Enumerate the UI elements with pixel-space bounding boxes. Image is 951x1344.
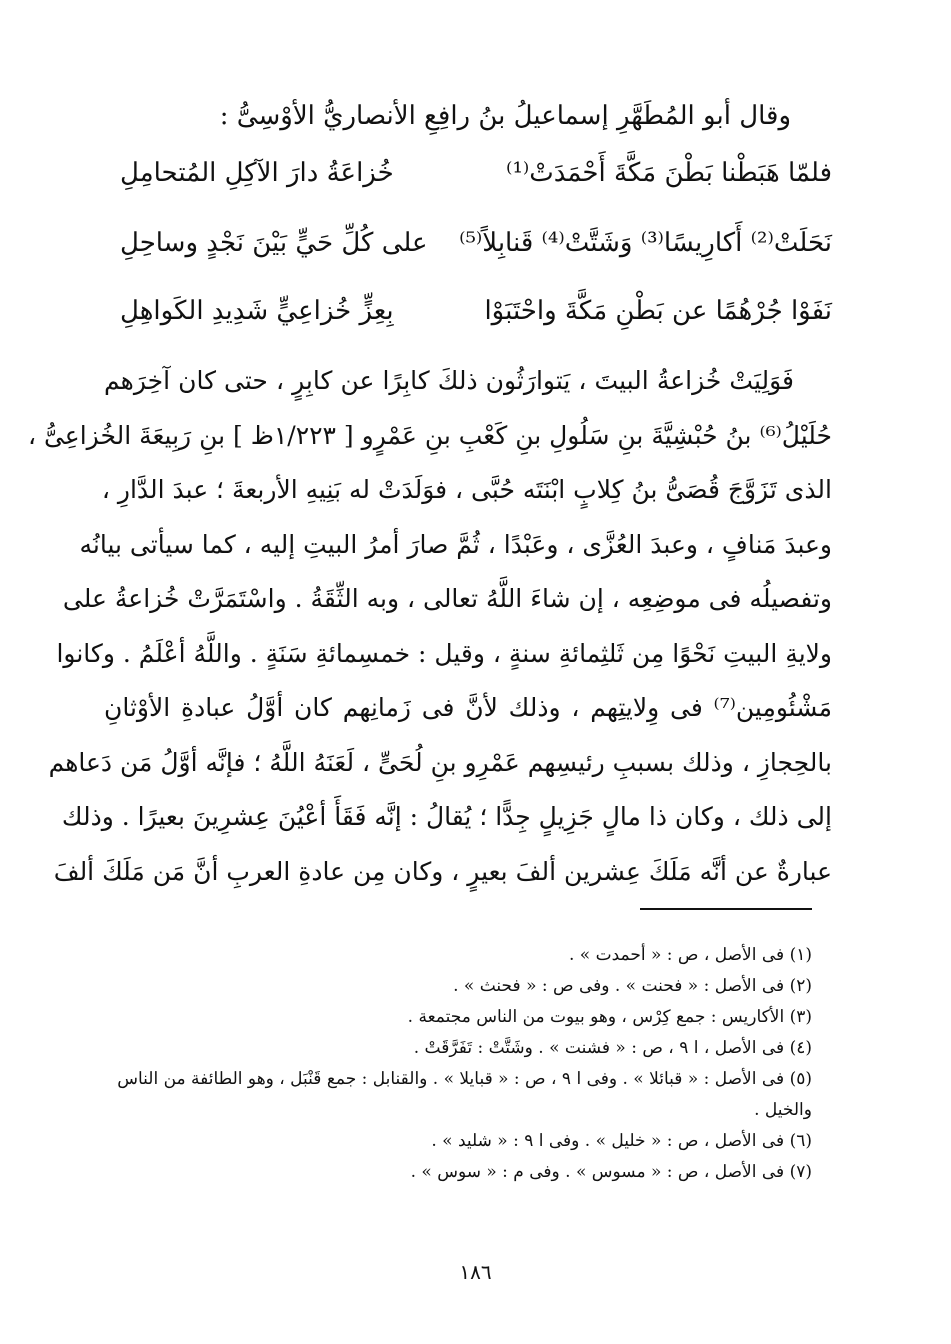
verse-2-second-hemistich: على كُلِّ حَيٍّ بَيْنَ نَجْدٍ وساحِلِ: [120, 228, 428, 258]
footnote-separator: [640, 908, 812, 910]
prose-line: إلى ذلك ، وكان ذا مالٍ جَزِيلٍ جِدًّا ؛ يُقالُ : إنَّه فَقَأَ أعْيُنَ عِشرِينَ بعيرًا . وذلك: [61, 802, 832, 831]
intro-line: وقال أبو المُطَهَّرِ إسماعيلُ بنُ رافِعِ الأنصاريُّ الأوْسِىُّ :: [219, 101, 791, 131]
prose-line: ولايةِ البيتِ نَحْوًا مِن ثَلثِمائةِ سنةٍ ، وقيل : خمسِمائةِ سَنَةٍ . واللَّهُ أعْلَمُ . وكانوا: [56, 638, 832, 668]
footnote: (٤) فى الأصل ، ا ٩ ، ص : « فشنت » . وشَتَّتْ : تَفَرَّقَتْ .: [413, 1038, 812, 1058]
footnote: (٧) فى الأصل ، ص : « مسوس » . وفى م : « سوس » .: [410, 1162, 812, 1182]
prose-paragraph: [27, 354, 832, 899]
prose-line: وتفصيلُه فى موضِعِه ، إن شاءَ اللَّهُ تعالى ، وبه الثِّقَةُ . واسْتَمَرَّتْ خُزاعةُ على: [62, 584, 832, 613]
verse-1-first-hemistich: فلمّا هَبَطْنا بَطْنَ مَكَّةَ أَحْمَدَتْ⁽¹⁾: [506, 158, 832, 188]
footnote-continuation: والخيل .: [754, 1100, 812, 1120]
footnote: (٢) فى الأصل : « فحنت » . وفى ص : « فحنث » .: [453, 976, 812, 996]
page-number: ١٨٦: [459, 1260, 492, 1284]
prose-line: وعبدَ مَنافٍ ، وعبدَ العُزَّى ، وعَبْدًا ، ثُمَّ صارَ أمرُ البيتِ إليه ، كما سيأتى بيانُه: [79, 529, 832, 559]
prose-line: مَشْئُومِين⁽⁷⁾ فى وِلايتِهم ، وذلك لأنَّ فى زَمانِهم كان أوَّلُ عبادةِ الأوْثانِ: [104, 693, 832, 722]
prose-line: بالحِجازِ ، وذلك بسببِ رئيسِهم عَمْرِو بنِ لُحَىٍّ ، لَعَنَهُ اللَّهُ ؛ فإنَّه أوَّلُ مَن دَعاهم: [48, 747, 832, 777]
verse-3-first-hemistich: نَفَوْا جُرْهُمًا عن بَطْنِ مَكَّةَ واحْتَبَوْا: [484, 296, 832, 326]
prose-line: عبارةٌ عن أنَّه مَلَكَ عِشرين ألفَ بعيرٍ ، وكان مِن عادةِ العربِ أنَّ مَن مَلَكَ ألفَ: [53, 856, 832, 886]
verse-3-second-hemistich: بِعِزٍّ خُزاعِيٍّ شَدِيدِ الكَواهِلِ: [120, 296, 394, 326]
prose-line: حُلَيْلُ⁽⁶⁾ بنُ حُبْشِيَّةَ بنِ سَلُولِ بنِ كَعْبِ بنِ عَمْرٍو [ ١/٢٢٣ظ ] بنِ رَبِيعَةَ الخُزاعِىُّ ،: [27, 420, 832, 450]
verse-2: [120, 220, 832, 270]
verse-1-second-hemistich: خُزاعَةُ دارَ الآكِلِ المُتحامِلِ: [120, 158, 394, 188]
prose-line: الذى تَزَوَّجَ قُصَىُّ بنُ كِلابٍ ابْنَتَه حُبَّى ، فوَلَدَتْ له بَنِيهِ الأربعةَ ؛ عبدَ الدَّارِ ،: [101, 475, 832, 504]
footnote: (٣) الأكاريس : جمع كِرْس ، وهو بيوت من الناس مجتمعة .: [407, 1007, 812, 1027]
footnote: (٥) فى الأصل : « قبائلا » . وفى ا ٩ ، ص : « قبايلا » . والقنابل : جمع قَنْبَل ، وهو الطائفة من الناس: [117, 1069, 812, 1089]
footnote: (٦) فى الأصل ، ص : « خليل » . وفى ا ٩ : « شليد » .: [431, 1131, 812, 1151]
footnote: (١) فى الأصل ، ص : « أحمدت » .: [568, 945, 812, 965]
verse-1: [120, 150, 832, 200]
footnotes: [104, 940, 812, 1188]
prose-line: فَوَلِيَتْ خُزاعةُ البيتَ ، يَتوارَثُون ذلكَ كابِرًا عن كابِرٍ ، حتى كان آخِرَهم: [104, 366, 794, 395]
verse-2-first-hemistich: نَحَلَتْ⁽²⁾ أَكارِيسًا⁽³⁾ وَشَتَّتْ⁽⁴⁾ قَنابِلاً⁽⁵⁾: [459, 228, 832, 258]
verse-3: [120, 288, 832, 338]
